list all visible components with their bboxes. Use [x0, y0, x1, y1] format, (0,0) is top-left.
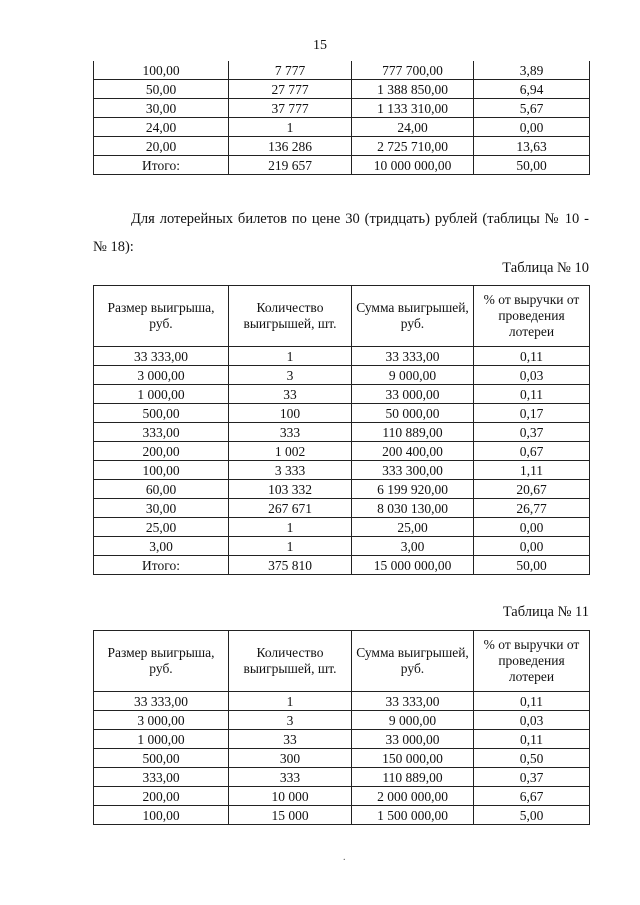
table-cell: 110 889,00 [352, 768, 474, 787]
table-cell: 2 000 000,00 [352, 787, 474, 806]
table-cell: 200,00 [94, 442, 229, 461]
table-row [94, 80, 590, 99]
table-cell: 200 400,00 [352, 442, 474, 461]
table-row [94, 518, 590, 537]
table-cell: Итого: [94, 156, 229, 175]
table-row [94, 423, 590, 442]
table-cell: 1 [229, 692, 352, 711]
table-cell: 0,67 [474, 442, 590, 461]
column-header: Сумма выигрышей, руб. [352, 631, 474, 692]
table-cell: 0,00 [474, 518, 590, 537]
table-cell: 0,17 [474, 404, 590, 423]
prize-table-10 [93, 285, 590, 575]
table-cell: 33 [229, 730, 352, 749]
table-row [94, 556, 590, 575]
table-cell: 3 000,00 [94, 366, 229, 385]
table-row [94, 118, 590, 137]
table-row [94, 787, 590, 806]
table-row [94, 156, 590, 175]
table-cell: 0,37 [474, 423, 590, 442]
table-cell: 100,00 [94, 61, 229, 80]
table-cell: 103 332 [229, 480, 352, 499]
table-row [94, 366, 590, 385]
column-header: Количество выигрышей, шт. [229, 631, 352, 692]
table-cell: 6 199 920,00 [352, 480, 474, 499]
table-cell: 3 [229, 366, 352, 385]
table-cell: 100,00 [94, 806, 229, 825]
table-cell: 1 [229, 118, 352, 137]
table-cell: 3,00 [94, 537, 229, 556]
column-header: % от выручки от проведения лотереи [474, 631, 590, 692]
table-row [94, 730, 590, 749]
table-cell: 33 000,00 [352, 385, 474, 404]
table-cell: 0,11 [474, 730, 590, 749]
table-cell: 50 000,00 [352, 404, 474, 423]
table-cell: 1 [229, 347, 352, 366]
table-cell: 9 000,00 [352, 366, 474, 385]
table-cell: 6,94 [474, 80, 590, 99]
table-cell: 1 [229, 518, 352, 537]
table-cell: 10 000 000,00 [352, 156, 474, 175]
table-cell: 33 [229, 385, 352, 404]
table-cell: 500,00 [94, 749, 229, 768]
table-cell: 33 333,00 [352, 692, 474, 711]
section-paragraph: Для лотерейных билетов по цене 30 (тридцать) рублей (таблицы № 10 - № 18): [93, 211, 589, 255]
table-cell: 1,11 [474, 461, 590, 480]
column-header: Сумма выигрышей, руб. [352, 286, 474, 347]
table-row [94, 404, 590, 423]
table-cell: 777 700,00 [352, 61, 474, 80]
table-cell: 13,63 [474, 137, 590, 156]
table-cell: 0,37 [474, 768, 590, 787]
table-cell: 5,67 [474, 99, 590, 118]
table-cell: 333 [229, 423, 352, 442]
table-cell: 150 000,00 [352, 749, 474, 768]
table-cell: 30,00 [94, 99, 229, 118]
table-cell: 0,50 [474, 749, 590, 768]
table-row [94, 749, 590, 768]
table-cell: 333,00 [94, 768, 229, 787]
table-cell: 33 000,00 [352, 730, 474, 749]
table-cell: 500,00 [94, 404, 229, 423]
table-row [94, 480, 590, 499]
table-cell: 0,00 [474, 537, 590, 556]
table-cell: 3,00 [352, 537, 474, 556]
table-cell: 0,03 [474, 711, 590, 730]
table-cell: 7 777 [229, 61, 352, 80]
table-row [94, 61, 590, 80]
column-header: Размер выигрыша, руб. [94, 631, 229, 692]
page-number: 15 [313, 38, 327, 53]
table-cell: 33 333,00 [94, 692, 229, 711]
table-cell: 1 133 310,00 [352, 99, 474, 118]
table-cell: 25,00 [352, 518, 474, 537]
table-cell: 2 725 710,00 [352, 137, 474, 156]
table-cell: 20,00 [94, 137, 229, 156]
table-cell: 1 000,00 [94, 730, 229, 749]
table-row [94, 347, 590, 366]
table-cell: 200,00 [94, 787, 229, 806]
column-header: Количество выигрышей, шт. [229, 286, 352, 347]
table-cell: 267 671 [229, 499, 352, 518]
table-cell: 375 810 [229, 556, 352, 575]
table-10-caption: Таблица № 10 [502, 260, 589, 276]
table-cell: 3 [229, 711, 352, 730]
table-cell: 0,11 [474, 347, 590, 366]
table-cell: 24,00 [352, 118, 474, 137]
table-cell: 26,77 [474, 499, 590, 518]
table-row [94, 442, 590, 461]
table-cell: Итого: [94, 556, 229, 575]
table-cell: 27 777 [229, 80, 352, 99]
table-cell: 3 000,00 [94, 711, 229, 730]
table-cell: 1 [229, 537, 352, 556]
table-cell: 1 388 850,00 [352, 80, 474, 99]
table-row [94, 385, 590, 404]
table-cell: 3,89 [474, 61, 590, 80]
table-cell: 219 657 [229, 156, 352, 175]
table-cell: 50,00 [474, 556, 590, 575]
table-cell: 333 [229, 768, 352, 787]
table-11-caption: Таблица № 11 [502, 604, 589, 620]
prize-table-11 [93, 630, 590, 825]
table-row [94, 99, 590, 118]
table-cell: 25,00 [94, 518, 229, 537]
table-cell: 110 889,00 [352, 423, 474, 442]
table-cell: 50,00 [94, 80, 229, 99]
table-cell: 1 500 000,00 [352, 806, 474, 825]
table-cell: 333,00 [94, 423, 229, 442]
table-row [94, 806, 590, 825]
footer-mark: . [343, 852, 346, 863]
table-cell: 30,00 [94, 499, 229, 518]
table-cell: 0,03 [474, 366, 590, 385]
table-cell: 0,11 [474, 692, 590, 711]
table-cell: 10 000 [229, 787, 352, 806]
table-cell: 8 030 130,00 [352, 499, 474, 518]
table-cell: 50,00 [474, 156, 590, 175]
table-cell: 60,00 [94, 480, 229, 499]
table-cell: 5,00 [474, 806, 590, 825]
table-cell: 6,67 [474, 787, 590, 806]
table-row [94, 768, 590, 787]
table-cell: 15 000 000,00 [352, 556, 474, 575]
table-row [94, 499, 590, 518]
table-row [94, 137, 590, 156]
table-cell: 1 002 [229, 442, 352, 461]
table-cell: 3 333 [229, 461, 352, 480]
table-row [94, 537, 590, 556]
table-row [94, 692, 590, 711]
table-cell: 9 000,00 [352, 711, 474, 730]
table-cell: 20,67 [474, 480, 590, 499]
table-row [94, 711, 590, 730]
table-cell: 0,11 [474, 385, 590, 404]
table-cell: 300 [229, 749, 352, 768]
table-cell: 1 000,00 [94, 385, 229, 404]
table-cell: 15 000 [229, 806, 352, 825]
table-cell: 100,00 [94, 461, 229, 480]
table-cell: 0,00 [474, 118, 590, 137]
table-cell: 100 [229, 404, 352, 423]
table-cell: 37 777 [229, 99, 352, 118]
table-row [94, 461, 590, 480]
table-cell: 33 333,00 [94, 347, 229, 366]
column-header: Размер выигрыша, руб. [94, 286, 229, 347]
table-cell: 33 333,00 [352, 347, 474, 366]
table-cell: 136 286 [229, 137, 352, 156]
prize-table-continued [93, 61, 590, 175]
table-cell: 333 300,00 [352, 461, 474, 480]
table-cell: 24,00 [94, 118, 229, 137]
column-header: % от выручки от проведения лотереи [474, 286, 590, 347]
